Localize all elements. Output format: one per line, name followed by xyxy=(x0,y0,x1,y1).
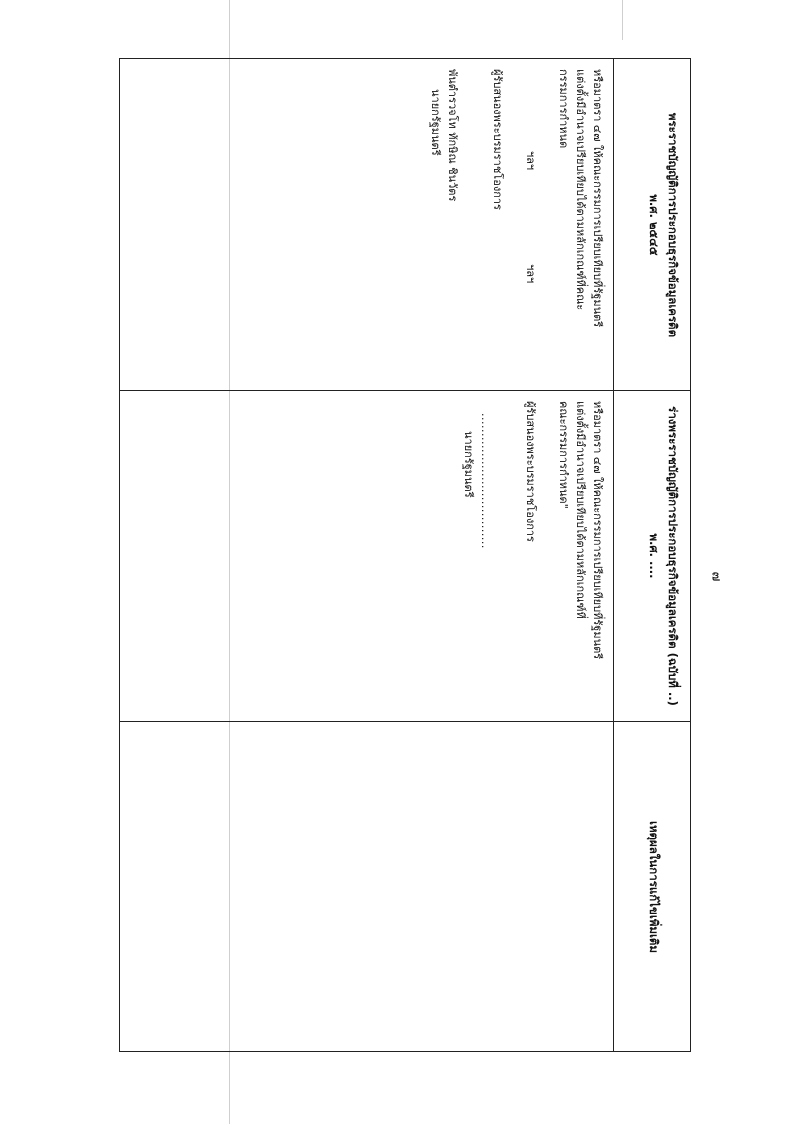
column-divider-2 xyxy=(120,721,690,722)
col2-header-year: พ.ศ. .... xyxy=(647,533,661,579)
col1-header-title: พระราชบัญญัติการประกอบธุรกิจข้อมูลเครดิต xyxy=(666,112,680,338)
col2-signature-dots xyxy=(477,401,494,715)
col1-header xyxy=(618,65,682,385)
col2-countersign: ผู้รับสนองพระบรมราชโองการ xyxy=(524,401,537,542)
col2-clause-line1: หรือมาตรา ๔๗ ให้คณะกรรมการเปรียบเทียบที่รัฐมนตรี xyxy=(591,401,604,660)
scan-artifact-line-right xyxy=(622,0,623,40)
col1-signer-title: นายกรัฐมนตรี xyxy=(429,89,442,156)
col1-header-year: พ.ศ. ๒๕๔๕ xyxy=(647,194,661,256)
col1-body xyxy=(427,69,606,385)
column-divider-1 xyxy=(120,390,690,391)
comparison-table-sheet xyxy=(119,58,691,1052)
col2-clause-line2: แต่งตั้งมีอำนาจเปรียบเทียบได้ตามหลักเกณฑ์ที่ xyxy=(574,401,587,619)
col2-header-title: ร่างพระราชบัญญัติการประกอบธุรกิจข้อมูลเครดิต (ฉบับที่ ..) xyxy=(666,406,680,706)
col1-clause-line3: กรรมการกำหนด xyxy=(557,69,570,149)
col2-clause-line3: คณะกรรมการกำหนด" xyxy=(557,401,570,509)
page-number: ๗ xyxy=(708,571,724,582)
col2-dots: .................................. xyxy=(479,413,492,549)
col1-countersign: ผู้รับสนองพระบรมราชโองการ xyxy=(491,69,504,210)
col2-header xyxy=(618,395,682,717)
col1-clause-line2: แต่งตั้งมีอำนาจเปรียบเทียบได้ตามหลักเกณฑ์ที่คณะ xyxy=(574,69,587,311)
col2-signer-title: นายกรัฐมนตรี xyxy=(462,431,475,498)
comparison-table xyxy=(119,58,691,1052)
col2-body xyxy=(460,401,606,715)
col1-clause-line1: หรือมาตรา ๔๗ ให้คณะกรรมการเปรียบเทียบที่รัฐมนตรี xyxy=(591,69,604,328)
col3-header xyxy=(618,727,682,1047)
col1-signer-name: พันตำรวจโท ทักษิณ ชินวัตร xyxy=(446,69,459,202)
col1-omission-2: ฯลฯ xyxy=(524,264,537,284)
col1-omission-row xyxy=(522,69,539,385)
header-divider xyxy=(613,59,614,1051)
col1-omission-1: ฯลฯ xyxy=(524,151,537,171)
col3-header-title: เหตุผลในการแก้ไขเพิ่มเติม xyxy=(647,821,661,953)
